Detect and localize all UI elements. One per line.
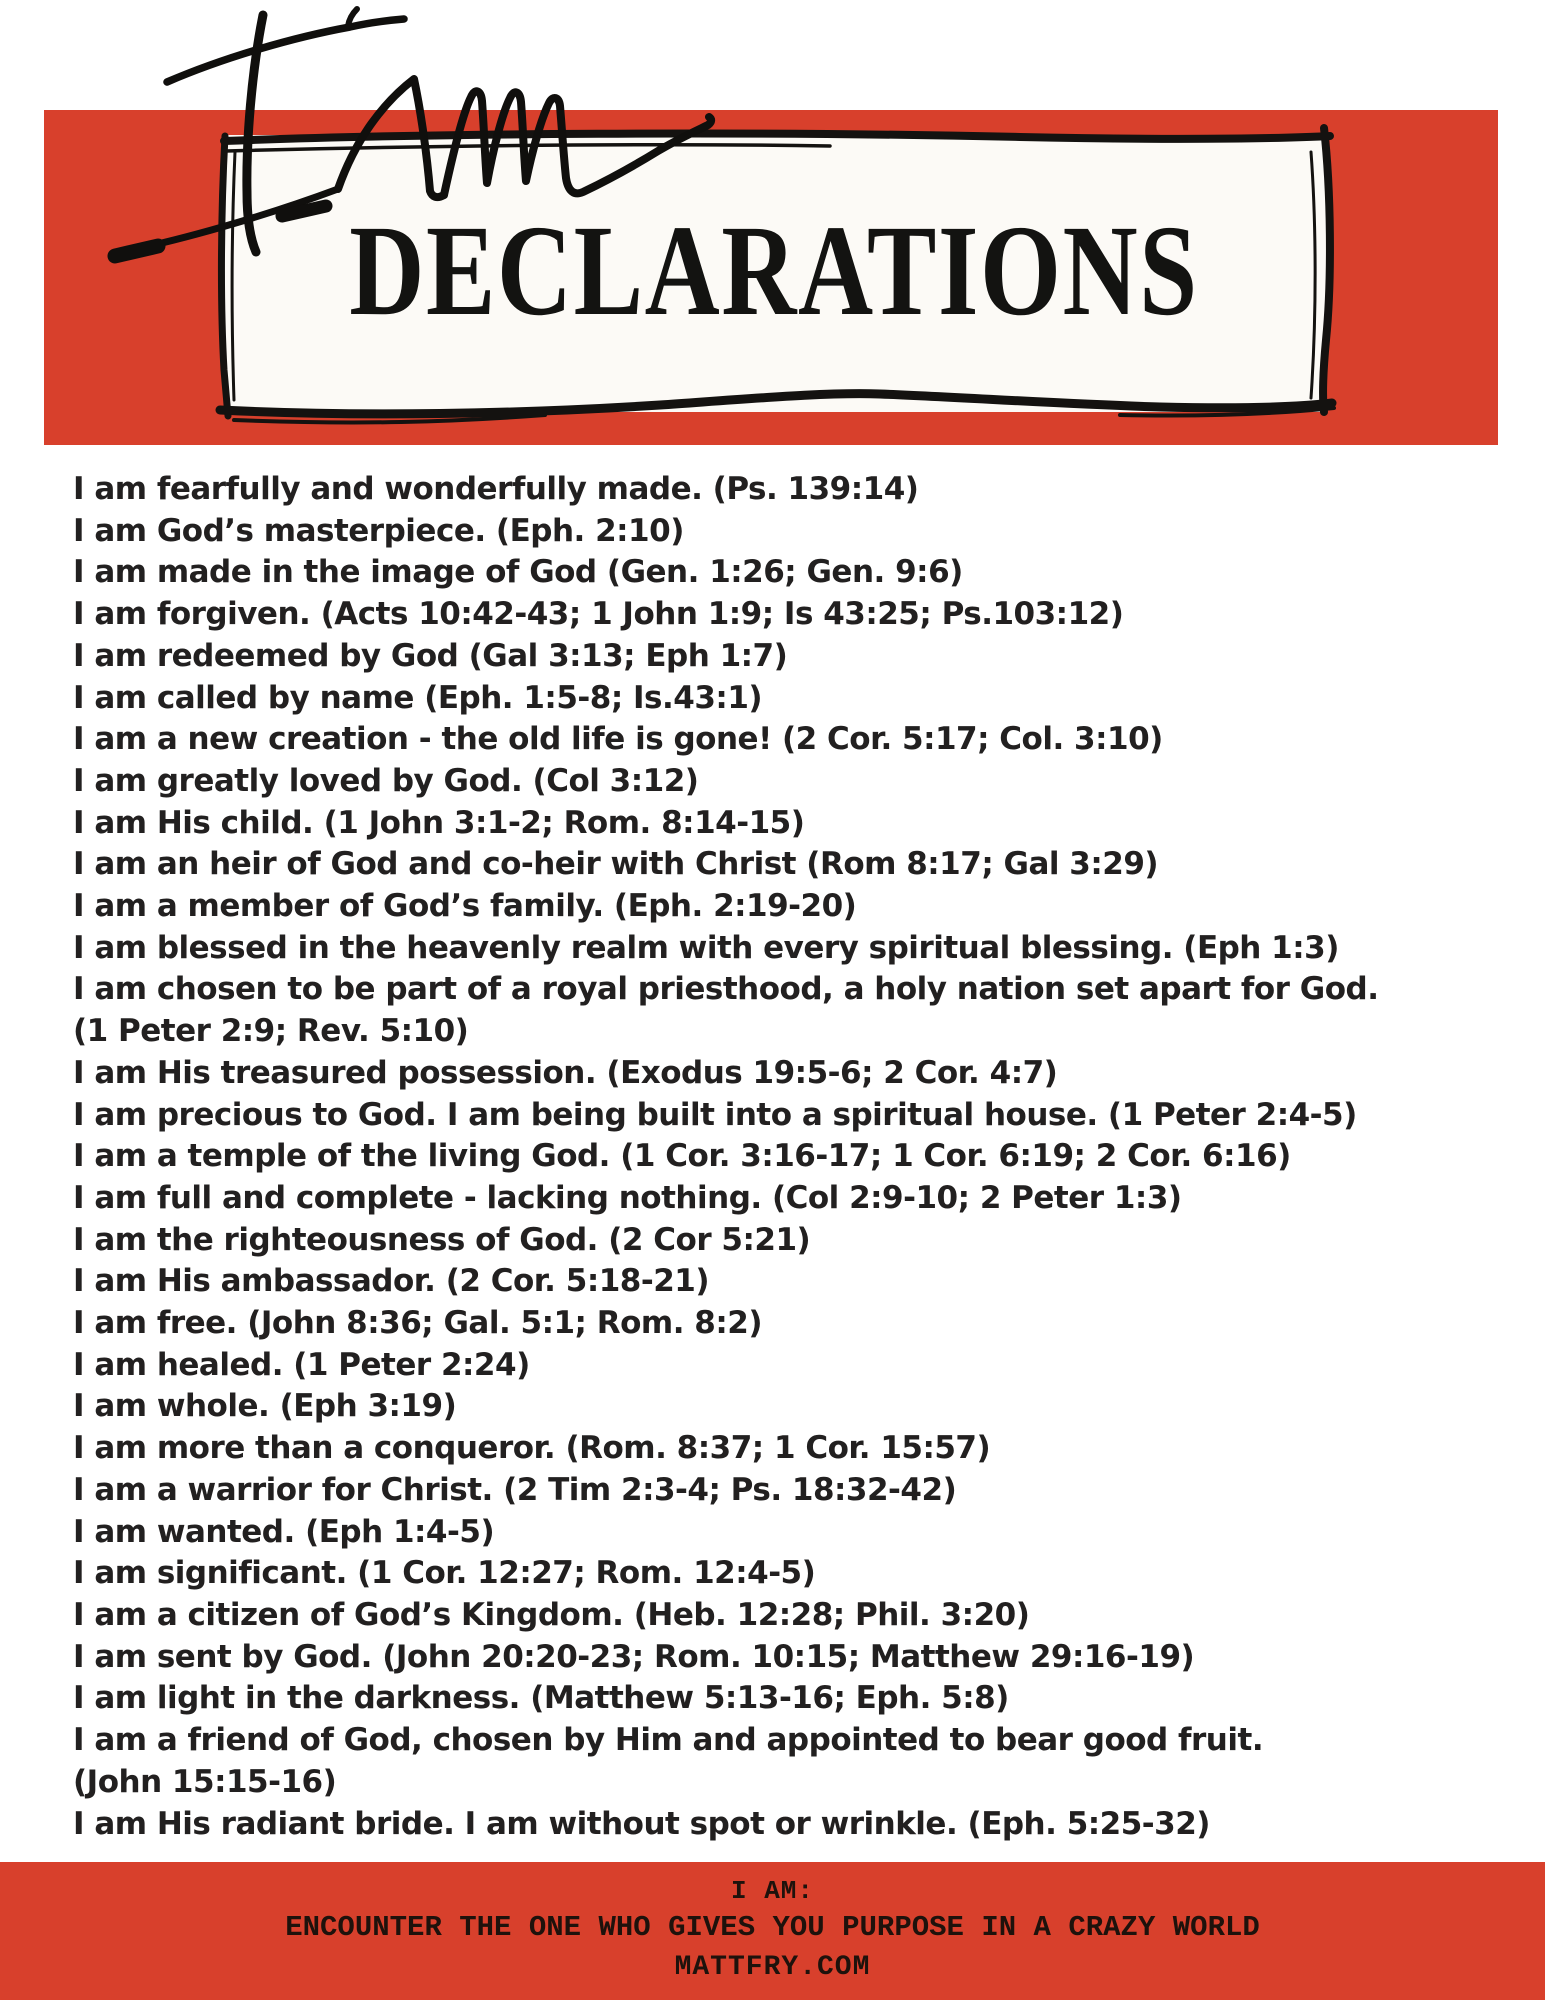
- declaration-line: I am a warrior for Christ. (2 Tim 2:3-4; Ps. 18:32-42): [73, 1471, 957, 1508]
- declaration-line: I am His ambassador. (2 Cor. 5:18-21): [73, 1263, 710, 1300]
- declaration-line: I am a citizen of God’s Kingdom. (Heb. 12:28; Phil. 3:20): [73, 1596, 1030, 1633]
- footer-tagline: ENCOUNTER THE ONE WHO GIVES YOU PURPOSE IN A CRAZY WORLD: [285, 1911, 1260, 1944]
- declaration-line: I am redeemed by God (Gal 3:13; Eph 1:7): [73, 637, 788, 674]
- declaration-line: I am a new creation - the old life is gone! (2 Cor. 5:17; Col. 3:10): [73, 721, 1163, 758]
- declaration-line: I am more than a conqueror. (Rom. 8:37; 1 Cor. 15:57): [73, 1430, 991, 1467]
- declaration-line: I am forgiven. (Acts 10:42-43; 1 John 1:9; Is 43:25; Ps.103:12): [73, 596, 1124, 633]
- footer-band: [0, 1862, 1545, 2000]
- declaration-line: I am fearfully and wonderfully made. (Ps. 139:14): [73, 471, 919, 507]
- declaration-line: I am light in the darkness. (Matthew 5:13-16; Eph. 5:8): [73, 1680, 1009, 1717]
- declaration-line: I am made in the image of God (Gen. 1:26; Gen. 9:6): [73, 554, 963, 591]
- declaration-line: I am a temple of the living God. (1 Cor. 3:16-17; 1 Cor. 6:19; 2 Cor. 6:16): [73, 1138, 1291, 1175]
- declaration-line: I am blessed in the heavenly realm with every spiritual blessing. (Eph 1:3): [73, 929, 1339, 966]
- declaration-line: I am called by name (Eph. 1:5-8; Is.43:1): [73, 679, 763, 716]
- declaration-line: I am full and complete - lacking nothing. (Col 2:9-10; 2 Peter 1:3): [73, 1179, 1182, 1216]
- declaration-line: I am God’s masterpiece. (Eph. 2:10): [73, 512, 684, 549]
- declaration-line: I am greatly loved by God. (Col 3:12): [73, 762, 699, 799]
- declaration-line: I am His treasured possession. (Exodus 19:5-6; 2 Cor. 4:7): [73, 1054, 1058, 1091]
- declarations-list: [73, 469, 1513, 1845]
- footer-website: MATTFRY.COM: [674, 1952, 871, 1983]
- declaration-line: I am significant. (1 Cor. 12:27; Rom. 12:4-5): [73, 1555, 816, 1592]
- declaration-line: I am chosen to be part of a royal priesthood, a holy nation set apart for God.: [73, 971, 1379, 1008]
- declaration-line: I am the righteousness of God. (2 Cor 5:21): [73, 1221, 811, 1258]
- declaration-line: (John 15:15-16): [73, 1763, 337, 1800]
- declaration-line: I am His radiant bride. I am without spot or wrinkle. (Eph. 5:25-32): [73, 1805, 1210, 1842]
- declaration-line: I am free. (John 8:36; Gal. 5:1; Rom. 8:2): [73, 1305, 762, 1342]
- declaration-line: I am a member of God’s family. (Eph. 2:19-20): [73, 888, 857, 925]
- declaration-line: I am precious to God. I am being built into a spiritual house. (1 Peter 2:4-5): [73, 1096, 1357, 1133]
- declaration-line: I am wanted. (Eph 1:4-5): [73, 1513, 495, 1550]
- i-am-script-label: [0, 0, 1, 1]
- declaration-line: I am an heir of God and co-heir with Christ (Rom 8:17; Gal 3:29): [73, 846, 1159, 883]
- declaration-line: I am a friend of God, chosen by Him and appointed to bear good fruit.: [73, 1722, 1264, 1759]
- declaration-line: I am sent by God. (John 20:20-23; Rom. 10:15; Matthew 29:16-19): [73, 1638, 1195, 1675]
- page-title: DECLARATIONS: [349, 199, 1199, 343]
- declaration-line: I am healed. (1 Peter 2:24): [73, 1346, 530, 1383]
- footer-book-title: I AM:: [730, 1876, 814, 1906]
- declaration-line: (1 Peter 2:9; Rev. 5:10): [73, 1013, 469, 1050]
- declaration-line: I am whole. (Eph 3:19): [73, 1388, 457, 1425]
- declaration-line: I am His child. (1 John 3:1-2; Rom. 8:14-15): [73, 804, 805, 841]
